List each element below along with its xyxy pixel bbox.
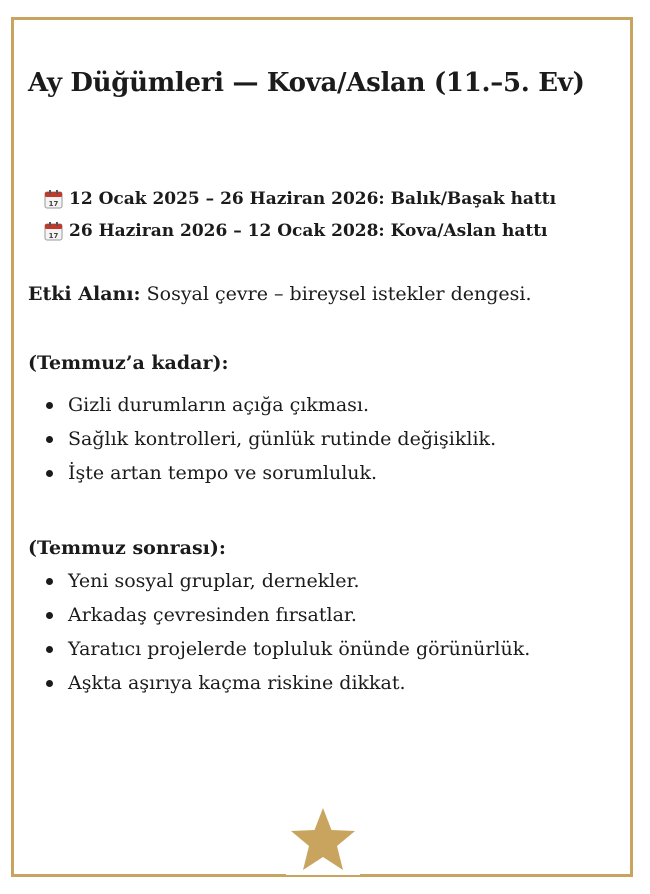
list-item <box>46 456 496 490</box>
date-line <box>44 183 556 215</box>
svg-text:17: 17 <box>48 200 59 208</box>
list-item-text: Yeni sosyal gruplar, dernekler. <box>68 570 360 592</box>
page-title: Ay Düğümleri — Kova/Aslan (11.–5. Ev) <box>28 68 585 98</box>
list-item-text: İşte artan tempo ve sorumluluk. <box>68 462 378 484</box>
date-text: 26 Haziran 2026 – 12 Ocak 2028: Kova/Aslan hattı <box>69 221 548 241</box>
list-item <box>46 388 496 422</box>
bullet-list-after-july <box>46 564 530 700</box>
bullet-icon <box>46 470 53 477</box>
date-text: 12 Ocak 2025 – 26 Haziran 2026: Balık/Başak hattı <box>69 189 557 209</box>
etki-label: Etki Alanı: <box>28 283 141 305</box>
list-item <box>46 564 530 598</box>
bullet-icon <box>46 646 53 653</box>
list-item <box>46 422 496 456</box>
etki-alani <box>28 283 532 305</box>
list-item-text: Arkadaş çevresinden fırsatlar. <box>68 604 357 626</box>
list-item-text: Aşkta aşırıya kaçma riskine dikkat. <box>68 672 406 694</box>
bullet-icon <box>46 680 53 687</box>
date-list <box>44 183 556 247</box>
list-item-text: Sağlık kontrolleri, günlük rutinde değişiklik. <box>68 428 497 450</box>
list-item <box>46 666 530 700</box>
date-line <box>44 215 556 247</box>
list-item <box>46 632 530 666</box>
bullet-icon <box>46 612 53 619</box>
list-item-text: Gizli durumların açığa çıkması. <box>68 394 370 416</box>
bullet-list-before-july <box>46 388 496 490</box>
star-ornament <box>286 805 360 875</box>
bullet-icon <box>46 578 53 585</box>
section-heading-after-july: (Temmuz sonrası): <box>28 537 226 559</box>
star-icon <box>286 805 360 875</box>
bullet-icon <box>46 402 53 409</box>
calendar-icon <box>44 189 63 209</box>
list-item-text: Yaratıcı projelerde topluluk önünde görünürlük. <box>68 638 531 660</box>
svg-text:17: 17 <box>48 232 59 240</box>
list-item <box>46 598 530 632</box>
bullet-icon <box>46 436 53 443</box>
etki-text: Sosyal çevre – bireysel istekler dengesi. <box>140 283 532 305</box>
section-heading-before-july: (Temmuz’a kadar): <box>28 352 229 374</box>
calendar-icon <box>44 221 63 241</box>
